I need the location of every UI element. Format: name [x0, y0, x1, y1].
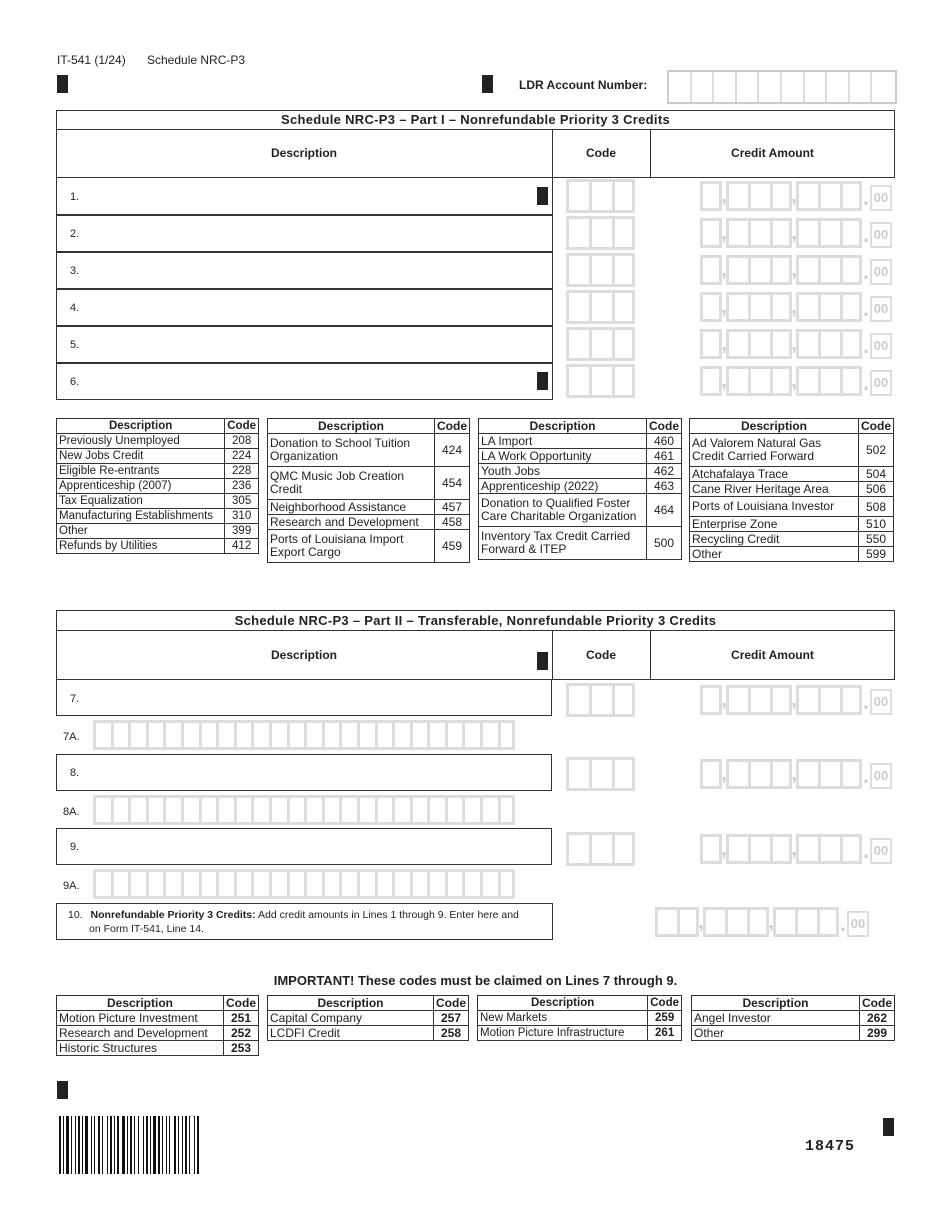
registration-mark — [482, 75, 493, 93]
code-value: 228 — [225, 464, 259, 479]
line-4-amount[interactable]: , , . 00 — [700, 292, 892, 322]
barcode-bar — [117, 1116, 119, 1174]
code-value: 550 — [859, 532, 894, 547]
barcode-bar — [122, 1116, 125, 1174]
code-description: Ports of Louisiana Investor — [690, 497, 859, 517]
line-9-code[interactable] — [566, 832, 635, 866]
code-value: 500 — [647, 527, 682, 560]
code-value: 252 — [224, 1026, 259, 1041]
line-8a-input[interactable] — [93, 795, 515, 825]
code-value: 259 — [648, 1011, 682, 1026]
cents-zero: 00 — [870, 222, 892, 248]
code-header: Code — [225, 419, 259, 434]
barcode-bar — [110, 1116, 112, 1174]
barcode-bar — [189, 1116, 190, 1174]
line-10-text-2: on Form IT-541, Line 14. — [89, 923, 204, 935]
cents-zero: 00 — [870, 296, 892, 322]
code-value: 463 — [647, 479, 682, 494]
ldr-account-input[interactable] — [667, 70, 897, 104]
line-6-amount[interactable]: , , . 00 — [700, 366, 892, 396]
code-row — [692, 1011, 895, 1026]
important-note: IMPORTANT! These codes must be claimed on Lines 7 through 9. — [273, 973, 678, 988]
cents-zero: 00 — [847, 911, 869, 937]
line-2-description[interactable] — [56, 215, 553, 252]
code-header: Code — [859, 419, 894, 434]
code-description: New Markets — [478, 1011, 648, 1026]
code-row — [57, 1011, 259, 1026]
barcode-bar — [182, 1116, 183, 1174]
code-value: 208 — [225, 434, 259, 449]
code-row — [268, 1026, 469, 1041]
code-value: 257 — [434, 1011, 469, 1026]
code-row — [479, 464, 682, 479]
cents-zero: 00 — [870, 689, 892, 715]
code-description: Angel Investor — [692, 1011, 860, 1026]
barcode-bar — [197, 1116, 199, 1174]
registration-mark — [883, 1118, 894, 1136]
code-row — [57, 449, 259, 464]
line-7-amount[interactable]: , , . 00 — [700, 685, 892, 715]
barcode-bar — [114, 1116, 115, 1174]
line-2-label: 2. — [70, 228, 80, 240]
line-10-bold: Nonrefundable Priority 3 Credits: — [90, 909, 256, 921]
code-value: 262 — [860, 1011, 895, 1026]
code-row — [479, 434, 682, 449]
code-row — [479, 479, 682, 494]
code-row — [268, 500, 470, 515]
code-row — [690, 532, 894, 547]
code-value: 508 — [859, 497, 894, 517]
code-description: Motion Picture Investment — [57, 1011, 224, 1026]
code-description: Youth Jobs — [479, 464, 647, 479]
line-2-amount[interactable]: , , . 00 — [700, 218, 892, 248]
barcode-bar — [71, 1116, 72, 1174]
barcode-bar — [82, 1116, 83, 1174]
barcode-bar — [143, 1116, 144, 1174]
code-description: Cane River Heritage Area — [690, 482, 859, 497]
code-description: Tax Equalization — [57, 494, 225, 509]
line-1-code[interactable] — [566, 179, 635, 213]
code-row — [690, 547, 894, 562]
line-5-label: 5. — [70, 339, 80, 351]
line-10-text-1: Add credit amounts in Lines 1 through 9. Enter here and — [255, 909, 519, 921]
code-description: Ad Valorem Natural Gas Credit Carried Forward — [690, 434, 859, 467]
code-value: 462 — [647, 464, 682, 479]
registration-mark — [537, 187, 548, 205]
code-header: Code — [435, 419, 470, 434]
barcode-bar — [85, 1116, 88, 1174]
ldr-account-label: LDR Account Number: — [519, 78, 648, 92]
line-4-description[interactable] — [56, 289, 553, 326]
code-value: 458 — [435, 515, 470, 530]
line-10-num: 10. — [68, 909, 83, 921]
cents-zero: 00 — [870, 763, 892, 789]
registration-mark — [57, 75, 68, 93]
code-description: Recycling Credit — [690, 532, 859, 547]
code-row — [57, 509, 259, 524]
barcode-bar — [146, 1116, 148, 1174]
code-value: 502 — [859, 434, 894, 467]
code-description: Other — [692, 1026, 860, 1041]
code-description: LA Import — [479, 434, 647, 449]
code-description: Eligible Re-entrants — [57, 464, 225, 479]
desc-header: Description — [478, 996, 648, 1011]
code-header: Code — [647, 419, 682, 434]
line-9-amount[interactable]: , , . 00 — [700, 834, 892, 864]
divider — [56, 630, 895, 631]
barcode-bar — [138, 1116, 139, 1174]
barcode — [59, 1116, 231, 1174]
desc-header: Description — [57, 419, 225, 434]
code-description: Previously Unemployed — [57, 434, 225, 449]
barcode-bar — [150, 1116, 151, 1174]
barcode-bar — [185, 1116, 187, 1174]
line-6-description[interactable] — [56, 363, 553, 400]
line-8-label: 8. — [70, 767, 80, 779]
code-value: 424 — [435, 434, 470, 467]
code-table-1 — [56, 418, 259, 554]
line-1-label: 1. — [70, 191, 80, 203]
line-2-code[interactable] — [566, 216, 635, 250]
code-description: LCDFI Credit — [268, 1026, 434, 1041]
line-3-code[interactable] — [566, 253, 635, 287]
code-value: 236 — [225, 479, 259, 494]
line-5-amount[interactable]: , , . 00 — [700, 329, 892, 359]
code-description: Donation to Qualified Foster Care Charitable Organization — [479, 494, 647, 527]
code-description: Capital Company — [268, 1011, 434, 1026]
barcode-bar — [158, 1116, 160, 1174]
code-header: Code — [648, 996, 682, 1011]
barcode-bar — [75, 1116, 76, 1174]
code-description: QMC Music Job Creation Credit — [268, 467, 435, 500]
code-row — [57, 464, 259, 479]
code-row — [57, 539, 259, 554]
cents-zero: 00 — [870, 370, 892, 396]
cents-zero: 00 — [870, 185, 892, 211]
barcode-bar — [178, 1116, 179, 1174]
code-description: Motion Picture Infrastructure — [478, 1026, 648, 1041]
divider — [56, 129, 895, 130]
code-value: 399 — [225, 524, 259, 539]
code-value: 599 — [859, 547, 894, 562]
part2-title: Schedule NRC-P3 – Part II – Transferable, Nonrefundable Priority 3 Credits — [234, 613, 717, 628]
code-table-8 — [691, 995, 895, 1041]
code-description: Atchafalaya Trace — [690, 467, 859, 482]
registration-mark — [537, 652, 548, 670]
barcode-bar — [102, 1116, 103, 1174]
line-6-code[interactable] — [566, 364, 635, 398]
line-1-description[interactable] — [56, 178, 553, 215]
desc-header: Description — [268, 996, 434, 1011]
part2-col-code: Code — [586, 648, 616, 662]
code-value: 457 — [435, 500, 470, 515]
barcode-bar — [127, 1116, 128, 1174]
code-row — [268, 467, 470, 500]
line-3-description[interactable] — [56, 252, 553, 289]
barcode-bar — [66, 1116, 69, 1174]
code-value: 224 — [225, 449, 259, 464]
code-row — [479, 494, 682, 527]
line-7a-input[interactable] — [93, 720, 515, 750]
line-7-code[interactable] — [566, 683, 635, 717]
part2-col-amount: Credit Amount — [731, 648, 814, 662]
code-row — [690, 497, 894, 517]
code-description: Neighborhood Assistance — [268, 500, 435, 515]
part1-col-description: Description — [270, 146, 337, 160]
line-8-description[interactable] — [56, 754, 552, 791]
code-row — [690, 482, 894, 497]
line-9a-input[interactable] — [93, 869, 515, 899]
desc-header: Description — [57, 996, 224, 1011]
line-5-code[interactable] — [566, 327, 635, 361]
cents-zero: 00 — [870, 259, 892, 285]
code-row — [57, 1041, 259, 1056]
code-row — [692, 1026, 895, 1041]
barcode-bar — [194, 1116, 195, 1174]
line-8-code[interactable] — [566, 757, 635, 791]
code-value: 305 — [225, 494, 259, 509]
line-7-description[interactable] — [56, 680, 552, 716]
code-row — [690, 434, 894, 467]
code-description: New Jobs Credit — [57, 449, 225, 464]
desc-header: Description — [268, 419, 435, 434]
line-1-amount[interactable]: , , . 00 — [700, 181, 892, 211]
barcode-bar — [153, 1116, 156, 1174]
code-value: 412 — [225, 539, 259, 554]
code-description: Enterprise Zone — [690, 517, 859, 532]
code-value: 504 — [859, 467, 894, 482]
code-header: Code — [224, 996, 259, 1011]
code-row — [57, 524, 259, 539]
code-description: Other — [57, 524, 225, 539]
barcode-bar — [130, 1116, 132, 1174]
barcode-bar — [94, 1116, 95, 1174]
code-row — [690, 467, 894, 482]
line-8a-label: 8A. — [63, 806, 80, 818]
code-table-2 — [267, 418, 470, 563]
code-row — [57, 494, 259, 509]
form-id: IT-541 (1/24) — [57, 53, 126, 67]
barcode-bar — [174, 1116, 176, 1174]
line-9a-label: 9A. — [63, 880, 80, 892]
code-description: Other — [690, 547, 859, 562]
code-row — [690, 517, 894, 532]
code-value: 251 — [224, 1011, 259, 1026]
code-header: Code — [434, 996, 469, 1011]
line-8-amount[interactable]: , , . 00 — [700, 759, 892, 789]
code-table-4 — [689, 418, 894, 562]
code-table-7 — [477, 995, 682, 1041]
cents-zero: 00 — [870, 838, 892, 864]
code-value: 461 — [647, 449, 682, 464]
code-row — [268, 434, 470, 467]
code-value: 258 — [434, 1026, 469, 1041]
line-3-label: 3. — [70, 265, 80, 277]
code-description: Apprenticeship (2007) — [57, 479, 225, 494]
line-3-amount[interactable]: , , . 00 — [700, 255, 892, 285]
line-5-description[interactable] — [56, 326, 553, 363]
code-table-6 — [267, 995, 469, 1041]
line-9-description[interactable] — [56, 828, 552, 865]
barcode-bar — [59, 1116, 61, 1174]
code-value: 261 — [648, 1026, 682, 1041]
barcode-bar — [91, 1116, 92, 1174]
code-row — [478, 1026, 682, 1041]
code-description: Research and Development — [57, 1026, 224, 1041]
code-description: Historic Structures — [57, 1041, 224, 1056]
code-value: 299 — [860, 1026, 895, 1041]
barcode-bar — [63, 1116, 64, 1174]
code-value: 459 — [435, 530, 470, 563]
code-row — [479, 449, 682, 464]
line-7a-label: 7A. — [63, 731, 80, 743]
code-description: Apprenticeship (2022) — [479, 479, 647, 494]
code-value: 460 — [647, 434, 682, 449]
code-value: 464 — [647, 494, 682, 527]
code-value: 510 — [859, 517, 894, 532]
code-row — [57, 479, 259, 494]
code-value: 253 — [224, 1041, 259, 1056]
part2-col-description: Description — [270, 648, 337, 662]
code-description: Manufacturing Establishments — [57, 509, 225, 524]
part1-col-code: Code — [586, 146, 616, 160]
code-value: 454 — [435, 467, 470, 500]
code-table-3 — [478, 418, 682, 560]
code-description: Ports of Louisiana Import Export Cargo — [268, 530, 435, 563]
barcode-bar — [169, 1116, 170, 1174]
registration-mark — [537, 372, 548, 390]
barcode-bar — [107, 1116, 108, 1174]
registration-mark — [57, 1081, 68, 1099]
code-value: 310 — [225, 509, 259, 524]
code-row — [478, 1011, 682, 1026]
part1-title: Schedule NRC-P3 – Part I – Nonrefundable Priority 3 Credits — [280, 112, 670, 127]
code-row — [479, 527, 682, 560]
line-9-label: 9. — [70, 841, 80, 853]
desc-header: Description — [690, 419, 859, 434]
code-description: Inventory Tax Credit Carried Forward & ITEP — [479, 527, 647, 560]
desc-header: Description — [479, 419, 647, 434]
cents-zero: 00 — [870, 333, 892, 359]
code-description: Refunds by Utilities — [57, 539, 225, 554]
code-row — [268, 515, 470, 530]
code-row — [268, 1011, 469, 1026]
barcode-bar — [162, 1116, 163, 1174]
code-description: Donation to School Tuition Organization — [268, 434, 435, 467]
barcode-bar — [134, 1116, 135, 1174]
code-row — [57, 434, 259, 449]
part1-col-amount: Credit Amount — [731, 146, 814, 160]
code-row — [57, 1026, 259, 1041]
line-7-label: 7. — [70, 693, 80, 705]
barcode-bar — [98, 1116, 100, 1174]
line-10-text — [68, 908, 519, 936]
code-table-5 — [56, 995, 259, 1056]
code-header: Code — [860, 996, 895, 1011]
code-description: LA Work Opportunity — [479, 449, 647, 464]
code-row — [268, 530, 470, 563]
schedule-name: Schedule NRC-P3 — [147, 53, 246, 67]
code-description: Research and Development — [268, 515, 435, 530]
line-10-amount[interactable]: , , . 00 — [655, 907, 869, 937]
desc-header: Description — [692, 996, 860, 1011]
line-6-label: 6. — [70, 376, 80, 388]
barcode-bar — [78, 1116, 80, 1174]
line-4-code[interactable] — [566, 290, 635, 324]
line-4-label: 4. — [70, 302, 80, 314]
code-value: 506 — [859, 482, 894, 497]
barcode-bar — [166, 1116, 167, 1174]
form-number: 18475 — [805, 1138, 856, 1155]
